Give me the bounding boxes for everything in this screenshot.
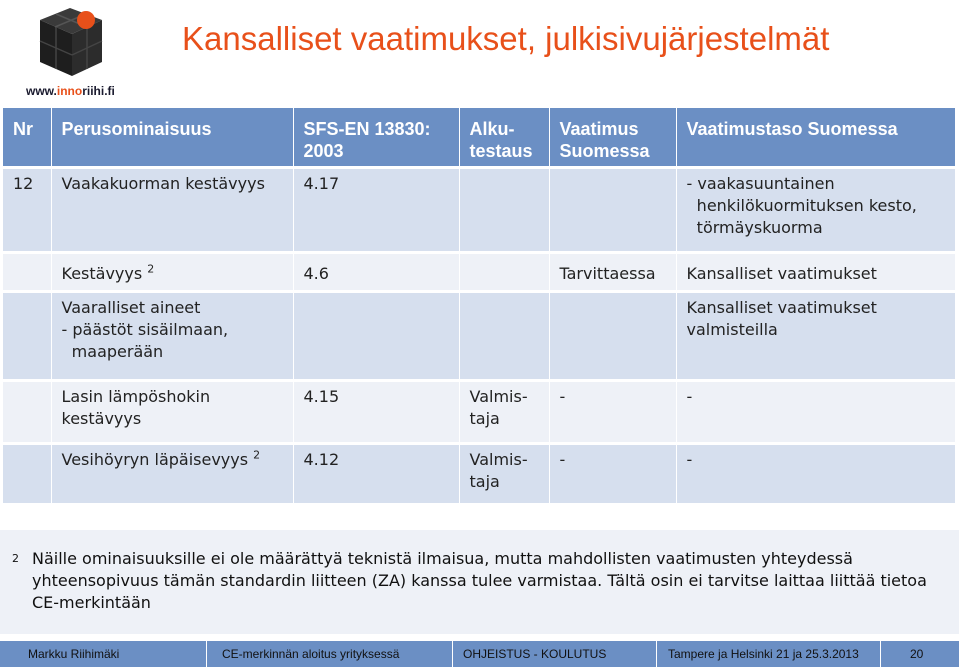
cell-requirement [549, 293, 676, 379]
cell-property: Kestävyys $^2$ [51, 254, 293, 290]
cell-level: Kansalliset vaatimukset valmisteilla [676, 293, 955, 379]
cell-property: Vaaralliset aineet - päästöt sisäilmaan, maaperään [51, 293, 293, 379]
cell-nr [3, 382, 51, 442]
requirements-table [3, 108, 955, 503]
cell-nr [3, 293, 51, 379]
cell-nr [3, 445, 51, 503]
cell-testing [459, 254, 549, 290]
header-initial-testing: Alku- testaus [459, 108, 549, 166]
cell-testing: Valmis- taja [459, 445, 549, 503]
cell-level: Kansalliset vaatimukset [676, 254, 955, 290]
footer-bar [0, 641, 959, 667]
logo-url[interactable]: www.innoriihi.fi [26, 84, 115, 98]
cell-standard: 4.6 [293, 254, 459, 290]
table-row [3, 382, 955, 442]
cell-property: Vesihöyryn läpäisevyys $^2$ [51, 445, 293, 503]
cell-requirement: - [549, 445, 676, 503]
header-standard: SFS-EN 13830: 2003 [293, 108, 459, 166]
table-row [3, 254, 955, 290]
header-nr: Nr [3, 108, 51, 166]
cell-level: - vaakasuuntainen henkilökuormituksen kesto, törmäyskuorma [676, 169, 955, 251]
cell-nr [3, 254, 51, 290]
footer-category: OHJEISTUS - KOULUTUS [463, 647, 607, 661]
cell-standard: 4.12 [293, 445, 459, 503]
cell-standard [293, 293, 459, 379]
logo-cube-icon [30, 2, 110, 80]
cell-requirement [549, 169, 676, 251]
table-row [3, 445, 955, 503]
footnote-mark: 2 [12, 552, 19, 565]
table-header-row [3, 108, 955, 166]
cell-requirement: - [549, 382, 676, 442]
cell-testing: Valmis- taja [459, 382, 549, 442]
cell-testing [459, 293, 549, 379]
cell-level: - [676, 445, 955, 503]
footer-place-date: Tampere ja Helsinki 21 ja 25.3.2013 [668, 647, 859, 661]
cell-testing [459, 169, 549, 251]
header-requirement-level: Vaatimustaso Suomessa [676, 108, 955, 166]
footer-page-number: 20 [910, 647, 924, 661]
cell-level: - [676, 382, 955, 442]
page-title: Kansalliset vaatimukset, julkisivujärjestelmät [182, 20, 830, 57]
cell-property: Vaakakuorman kestävyys [51, 169, 293, 251]
cell-property: Lasin lämpöshokin kestävyys [51, 382, 293, 442]
table-row [3, 169, 955, 251]
cell-standard: 4.15 [293, 382, 459, 442]
cell-requirement: Tarvittaessa [549, 254, 676, 290]
footer-topic: CE-merkinnän aloitus yrityksessä [222, 647, 400, 661]
footnote [0, 530, 959, 634]
header-property: Perusominaisuus [51, 108, 293, 166]
cell-standard: 4.17 [293, 169, 459, 251]
cell-nr: 12 [3, 169, 51, 251]
table-row [3, 293, 955, 379]
header-requirement-finland: Vaatimus Suomessa [549, 108, 676, 166]
footnote-text: Näille ominaisuuksille ei ole määrättyä teknistä ilmaisua, mutta mahdollisten vaatimusten yhteydessä yhteensopivuus tämän standardin liitteen (ZA) kanssa tulee varmistaa. Tältä osin ei tarvitse laittaa liittää tietoa CE-merkintään [32, 549, 927, 612]
footer-author: Markku Riihimäki [28, 647, 120, 661]
